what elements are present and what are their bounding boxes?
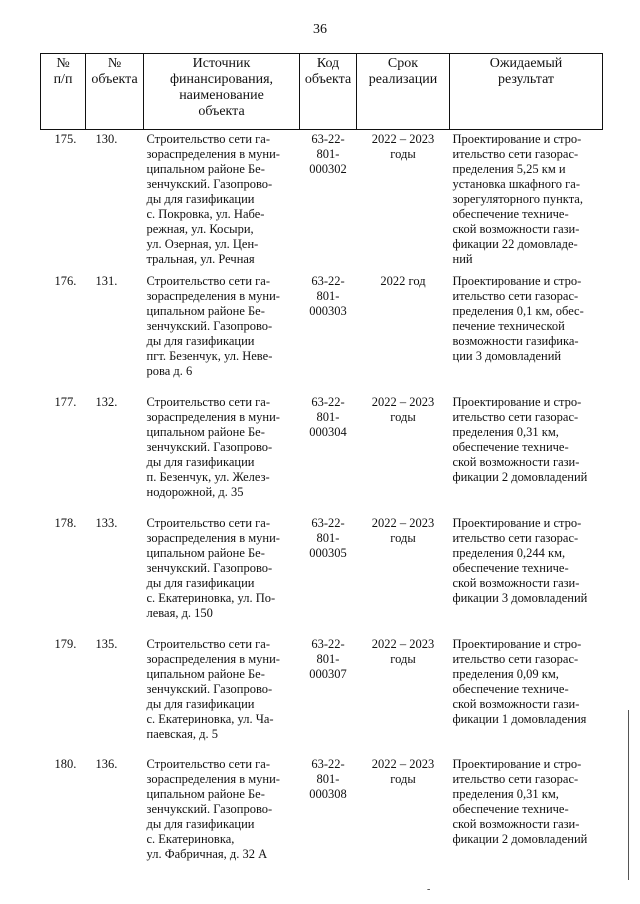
table-header-row — [41, 54, 603, 130]
scan-edge-line — [628, 710, 629, 880]
row-number: 178. — [54, 515, 77, 530]
source-text: Строительство сети га- зораспределения в муни- ципальном районе Бе- зенчукский. Газопрово- ды для газификации с. Екатериновка, ул. Фабричная, д. 32 А — [146, 756, 280, 861]
row-number: 179. — [54, 636, 77, 651]
header-code: Код объекта — [300, 54, 357, 130]
expected-result: Проектирование и стро- ительство сети газорас- пределения 0,31 км, обеспечение техниче- ской возможности гази- фикации 2 домовладений — [452, 394, 588, 484]
header-source: Источник финансирования, наименование объекта — [144, 54, 300, 130]
expected-result: Проектирование и стро- ительство сети газорас- пределения 0,244 км, обеспечение техниче- ской возможности гази- фикации 3 домовладений — [452, 515, 588, 605]
header-row-number: № п/п — [41, 54, 86, 130]
header-result: Ожидаемый результат — [450, 54, 603, 130]
object-code: 63-22- 801- 000308 — [309, 756, 347, 801]
table-row — [41, 514, 603, 635]
row-number: 180. — [54, 756, 77, 771]
row-number: 177. — [54, 394, 77, 409]
object-number: 136. — [95, 756, 118, 771]
page-number: 36 — [313, 22, 327, 37]
object-number: 135. — [95, 636, 118, 651]
table-row — [41, 393, 603, 514]
implementation-term: 2022 – 2023 годы — [371, 394, 435, 424]
scan-mark: - — [427, 884, 431, 895]
object-code: 63-22- 801- 000307 — [309, 636, 347, 681]
source-text: Строительство сети га- зораспределения в муни- ципальном районе Бе- зенчукский. Газопрово- ды для газификации п. Безенчук, ул. Желез- нодорожной, д. 35 — [146, 394, 280, 499]
object-number: 130. — [95, 132, 118, 146]
header-term: Срок реализации — [357, 54, 450, 130]
object-code: 63-22- 801- 000302 — [309, 132, 347, 176]
source-text: Строительство сети га- зораспределения в муни- ципальном районе Бе- зенчукский. Газопрово- ды для газификации с. Екатериновка, ул. По- левая, д. 150 — [146, 515, 280, 620]
object-number: 132. — [95, 394, 118, 409]
object-number: 133. — [95, 515, 118, 530]
implementation-term: 2022 – 2023 годы — [371, 515, 435, 545]
source-text: Строительство сети га- зораспределения в муни- ципальном районе Бе- зенчукский. Газопрово- ды для газификации пгт. Безенчук, ул. Невe- рова д. 6 — [146, 273, 280, 378]
program-table — [40, 53, 603, 870]
table-row — [41, 130, 603, 272]
expected-result: Проектирование и стро- ительство сети газорас- пределения 0,1 км, обес- печение технической возможности газифика- ции 3 домовладений — [452, 273, 584, 363]
source-text: Строительство сети га- зораспределения в муни- ципальном районе Бе- зенчукский. Газопрово- ды для газификации с. Екатериновка, ул. Ча- паевская, д. 5 — [146, 636, 280, 741]
expected-result: Проектирование и стро- ительство сети газорас- пределения 0,31 км, обеспечение техниче- ской возможности гази- фикации 2 домовладений — [452, 756, 588, 846]
implementation-term: 2022 – 2023 годы — [371, 132, 435, 161]
implementation-term: 2022 – 2023 годы — [371, 636, 435, 666]
object-code: 63-22- 801- 000304 — [309, 394, 347, 439]
implementation-term: 2022 год — [380, 273, 426, 288]
table-row — [41, 272, 603, 393]
expected-result: Проектирование и стро- ительство сети газорас- пределения 5,25 км и установка шкафного га- зорегуляторного пункта, обеспечение техниче- ской возможности гази- фикации 22 домовладе- ний — [452, 132, 583, 266]
row-number: 175. — [54, 132, 77, 146]
expected-result: Проектирование и стро- ительство сети газорас- пределения 0,09 км, обеспечение техниче- ской возможности гази- фикации 1 домовладения — [452, 636, 587, 726]
program-table-container — [40, 53, 602, 870]
table-row — [41, 755, 603, 870]
source-text: Строительство сети га- зораспределения в муни- ципальном районе Бе- зенчукский. Газопрово- ды для газификации с. Покровка, ул. Набе- режная, ул. Косыри, ул. Озерная, ул. Цен- тральная, ул. Речная — [146, 132, 280, 266]
object-number: 131. — [95, 273, 118, 288]
header-object-number: № объекта — [86, 54, 144, 130]
table-row — [41, 635, 603, 755]
object-code: 63-22- 801- 000303 — [309, 273, 347, 318]
row-number: 176. — [54, 273, 77, 288]
implementation-term: 2022 – 2023 годы — [371, 756, 435, 786]
object-code: 63-22- 801- 000305 — [309, 515, 347, 560]
